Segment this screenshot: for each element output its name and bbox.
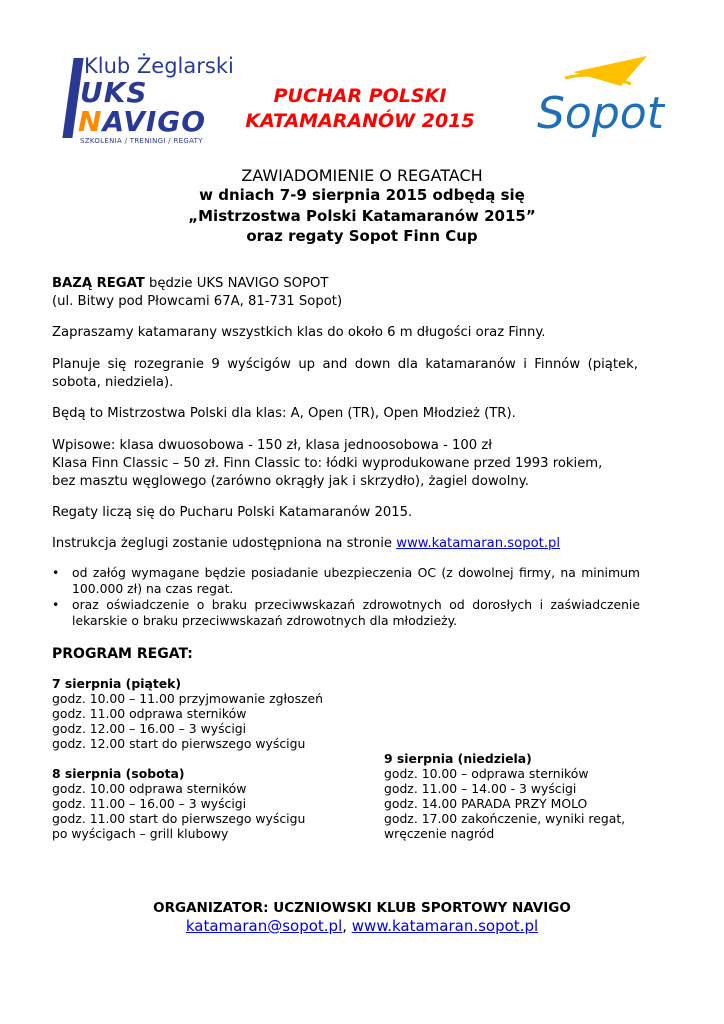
navigo-logo	[68, 52, 248, 147]
cup-title-line1: PUCHAR POLSKI	[273, 85, 447, 107]
email-link[interactable]: katamaran@sopot.pl	[185, 917, 343, 935]
fee-line-2: Klasa Finn Classic – 50 zł. Finn Classic to: łódki wyprodukowane przed 1993 rokiem,	[52, 456, 603, 471]
schedule-item: godz. 10.00 odprawa sterników	[52, 781, 247, 796]
schedule-day3	[384, 751, 625, 841]
instructions-paragraph	[52, 535, 642, 553]
cup-title-line2: KATAMARANÓW 2015	[245, 110, 475, 132]
logo-uks: UKS	[80, 76, 148, 109]
day3-heading: 9 sierpnia (niedziela)	[384, 751, 532, 766]
list-item	[52, 565, 640, 597]
notice-title: ZAWIADOMIENIE O REGATACH	[241, 166, 483, 185]
sopot-logo-text: Sopot	[537, 88, 664, 139]
schedule-day2	[52, 766, 305, 841]
dates-line: w dniach 7-9 sierpnia 2015 odbędą się	[199, 186, 525, 204]
contact-separator: ,	[342, 917, 352, 935]
bullet-text: od załóg wymagane będzie posiadanie ubezpieczenia OC (z dowolnej firmy, na minimum 100.000 zł) na czas regat.	[72, 565, 640, 596]
logo-navigo-n: N	[78, 105, 103, 138]
schedule-item: godz. 14.00 PARADA PRZY MOLO	[384, 796, 588, 811]
championship-title: „Mistrzostwa Polski Katamaranów 2015”	[188, 207, 536, 225]
sopot-logo	[535, 50, 665, 145]
list-item	[52, 597, 640, 629]
base-rest: będzie UKS NAVIGO SOPOT	[144, 276, 329, 291]
sopot-sail-icon	[535, 50, 665, 145]
bullet-text: oraz oświadczenie o braku przeciwwskazań zdrowotnych od dorosłych i zaświadczenie lekarskie o braku przeciwwskazań zdrowotnych dla młodzieży.	[72, 597, 640, 628]
contact-line	[0, 917, 724, 935]
fee-line-3: bez masztu węglowego (zarówno okrągły jak i skrzydło), żagiel dowolny.	[52, 474, 529, 489]
day1-heading: 7 sierpnia (piątek)	[52, 676, 182, 691]
schedule-item: godz. 11.00 – 16.00 – 3 wyścigi	[52, 796, 247, 811]
fee-line-1: Wpisowe: klasa dwuosobowa - 150 zł, klasa jednoosobowa - 100 zł	[52, 438, 493, 453]
schedule-day1	[52, 676, 323, 751]
website-link[interactable]: www.katamaran.sopot.pl	[351, 917, 539, 935]
program-title: PROGRAM REGAT:	[52, 646, 193, 662]
schedule-item: godz. 12.00 – 16.00 – 3 wyścigi	[52, 721, 247, 736]
schedule-item: godz. 12.00 start do pierwszego wyścigu	[52, 736, 306, 751]
day2-heading: 8 sierpnia (sobota)	[52, 766, 185, 781]
instructions-text: Instrukcja żeglugi zostanie udostępniona na stronie	[52, 536, 397, 551]
base-line	[52, 275, 642, 293]
schedule-item: godz. 17.00 zakończenie, wyniki regat,	[384, 811, 626, 826]
logo-navigo-rest: AVIGO	[102, 105, 207, 138]
bullet-icon: •	[52, 565, 60, 580]
organizer-line: ORGANIZATOR: UCZNIOWSKI KLUB SPORTOWY NAVIGO	[153, 900, 571, 916]
bullet-icon: •	[52, 597, 60, 612]
address-line: (ul. Bitwy pod Płowcami 67A, 81-731 Sopot)	[52, 294, 343, 309]
schedule-item: godz. 11.00 odprawa sterników	[52, 706, 247, 721]
instructions-link[interactable]: www.katamaran.sopot.pl	[396, 536, 561, 551]
schedule-item: wręczenie nagród	[384, 826, 495, 841]
cup-count-paragraph: Regaty liczą się do Pucharu Polski Katamaranów 2015.	[52, 505, 413, 520]
logo-club-name: Klub Żeglarski	[84, 54, 234, 78]
schedule-item: godz. 11.00 – 14.00 - 3 wyścigi	[384, 781, 577, 796]
classes-paragraph: Będą to Mistrzostwa Polski dla klas: A, Open (TR), Open Młodzież (TR).	[52, 406, 516, 421]
requirements-list	[52, 565, 640, 629]
cup-title	[240, 84, 480, 134]
schedule-item: po wyścigach – grill klubowy	[52, 826, 229, 841]
base-bold: BAZĄ REGAT	[52, 276, 145, 291]
schedule-item: godz. 11.00 start do pierwszego wyścigu	[52, 811, 306, 826]
plan-paragraph: Planuje się rozegranie 9 wyścigów up and down dla katamaranów i Finnów (piątek, sobota, niedziela).	[52, 357, 638, 390]
schedule-item: godz. 10.00 – 11.00 przyjmowanie zgłoszeń	[52, 691, 324, 706]
logo-navigo	[78, 105, 206, 138]
invite-paragraph: Zapraszamy katamarany wszystkich klas do około 6 m długości oraz Finny.	[52, 325, 546, 340]
schedule-item: godz. 10.00 – odprawa sterników	[384, 766, 589, 781]
logo-tagline: SZKOLENIA / TRENINGI / REGATY	[80, 137, 203, 145]
finn-cup-title: oraz regaty Sopot Finn Cup	[246, 227, 478, 245]
